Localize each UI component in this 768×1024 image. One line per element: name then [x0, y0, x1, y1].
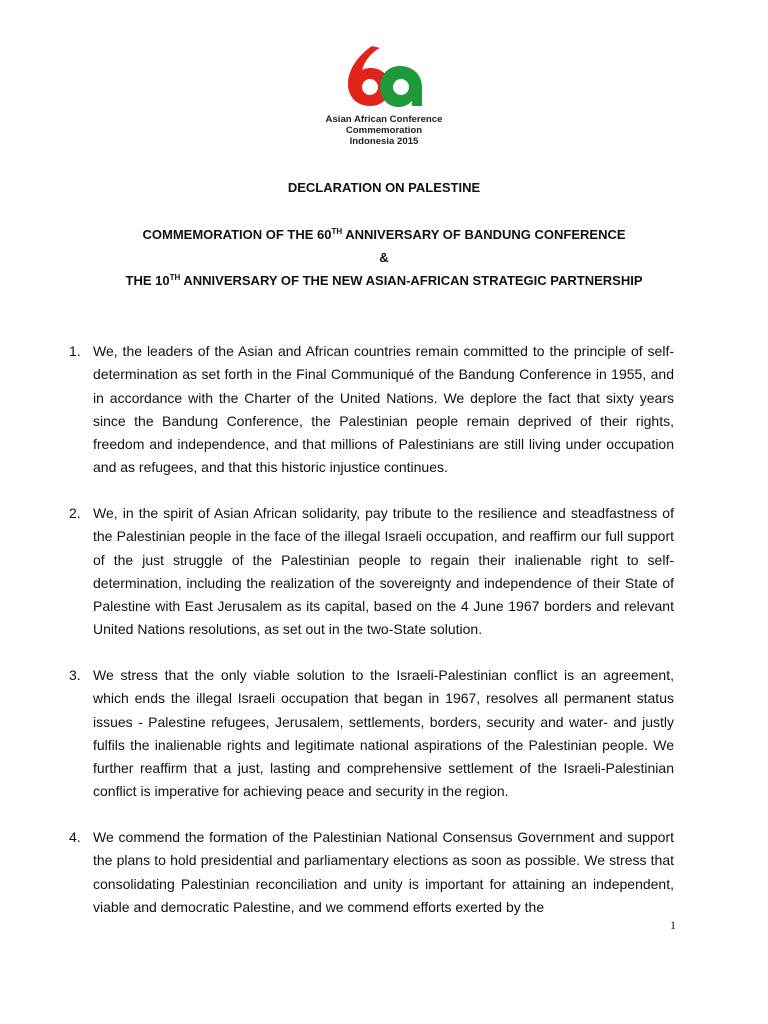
- logo-line-2: Commemoration: [345, 125, 423, 136]
- declaration-item: [69, 664, 674, 804]
- item-text: We stress that the only viable solution to the Israeli-Palestinian conflict is an agreement, which ends the illegal Israeli occupation that began in 1967, resolves all permanent status issues - Palestine refugees, Jerusalem, settlements, borders, security and water- and justly fulfils the inalienable rights and legitimate national aspirations of the Palestinian people. We further reaffirm that a just, lasting and comprehensive settlement of the Israeli-Palestinian conflict is imperative for achieving peace and security in the region.: [93, 667, 674, 800]
- declaration-item: [69, 826, 674, 919]
- logo-red-hole: [362, 79, 378, 95]
- item-number: 2.: [69, 505, 81, 521]
- item-number: 1.: [69, 343, 81, 359]
- item-text: We, in the spirit of Asian African solidarity, pay tribute to the resilience and steadfastness of the Palestinian people in the face of the illegal Israeli occupation, and reaffirm our full support of the just struggle of the Palestinian people to regain their inalienable right to self-determination, including the realization of the sovereignty and independence of their State of Palestine with East Jerusalem as its capital, based on the 4 June 1967 borders and relevant United Nations resolutions, as set out in the two-State solution.: [93, 505, 674, 638]
- subtitle-ampersand: &: [379, 250, 389, 265]
- subtitle-line-2-sup: TH: [169, 273, 181, 282]
- subtitle-line-1-post: ANNIVERSARY OF BANDUNG CONFERENCE: [342, 227, 626, 242]
- logo-caption: [319, 114, 449, 147]
- declaration-item: [69, 502, 674, 642]
- document-title: DECLARATION ON PALESTINE: [287, 180, 481, 195]
- item-number: 3.: [69, 667, 81, 683]
- sixty-logo-icon: [342, 44, 426, 110]
- subtitle-line-2-post: ANNIVERSARY OF THE NEW ASIAN-AFRICAN STRATEGIC PARTNERSHIP: [180, 273, 643, 288]
- declaration-item: [69, 340, 674, 480]
- logo-line-1: Asian African Conference: [325, 114, 443, 125]
- item-text: We, the leaders of the Asian and African countries remain committed to the principle of self-determination as set forth in the Final Communiqué of the Bandung Conference in 1955, and in accordance with the Charter of the United Nations. We deplore the fact that sixty years since the Bandung Conference, the Palestinian people remain deprived of their rights, freedom and independence, and that millions of Palestinians are still living under occupation and as refugees, and that this historic injustice continues.: [93, 343, 674, 476]
- logo-green-hole: [393, 79, 409, 95]
- page-number: 1: [670, 918, 676, 932]
- subtitle-line-2-pre: THE 10: [125, 273, 170, 288]
- logo-line-3: Indonesia 2015: [349, 136, 419, 147]
- conference-logo: [319, 44, 449, 160]
- item-number: 4.: [69, 829, 81, 845]
- subtitle-line-2: [60, 273, 708, 289]
- subtitle-line-1-pre: COMMEMORATION OF THE 60: [142, 227, 332, 242]
- subtitle-line-1: [60, 227, 708, 243]
- item-text: We commend the formation of the Palestinian National Consensus Government and support the plans to hold presidential and parliamentary elections as soon as possible. We stress that consolidating Palestinian reconciliation and unity is important for attaining an independent, viable and democratic Palestine, and we commend efforts exerted by the: [93, 829, 674, 915]
- subtitle-line-1-sup: TH: [331, 227, 343, 236]
